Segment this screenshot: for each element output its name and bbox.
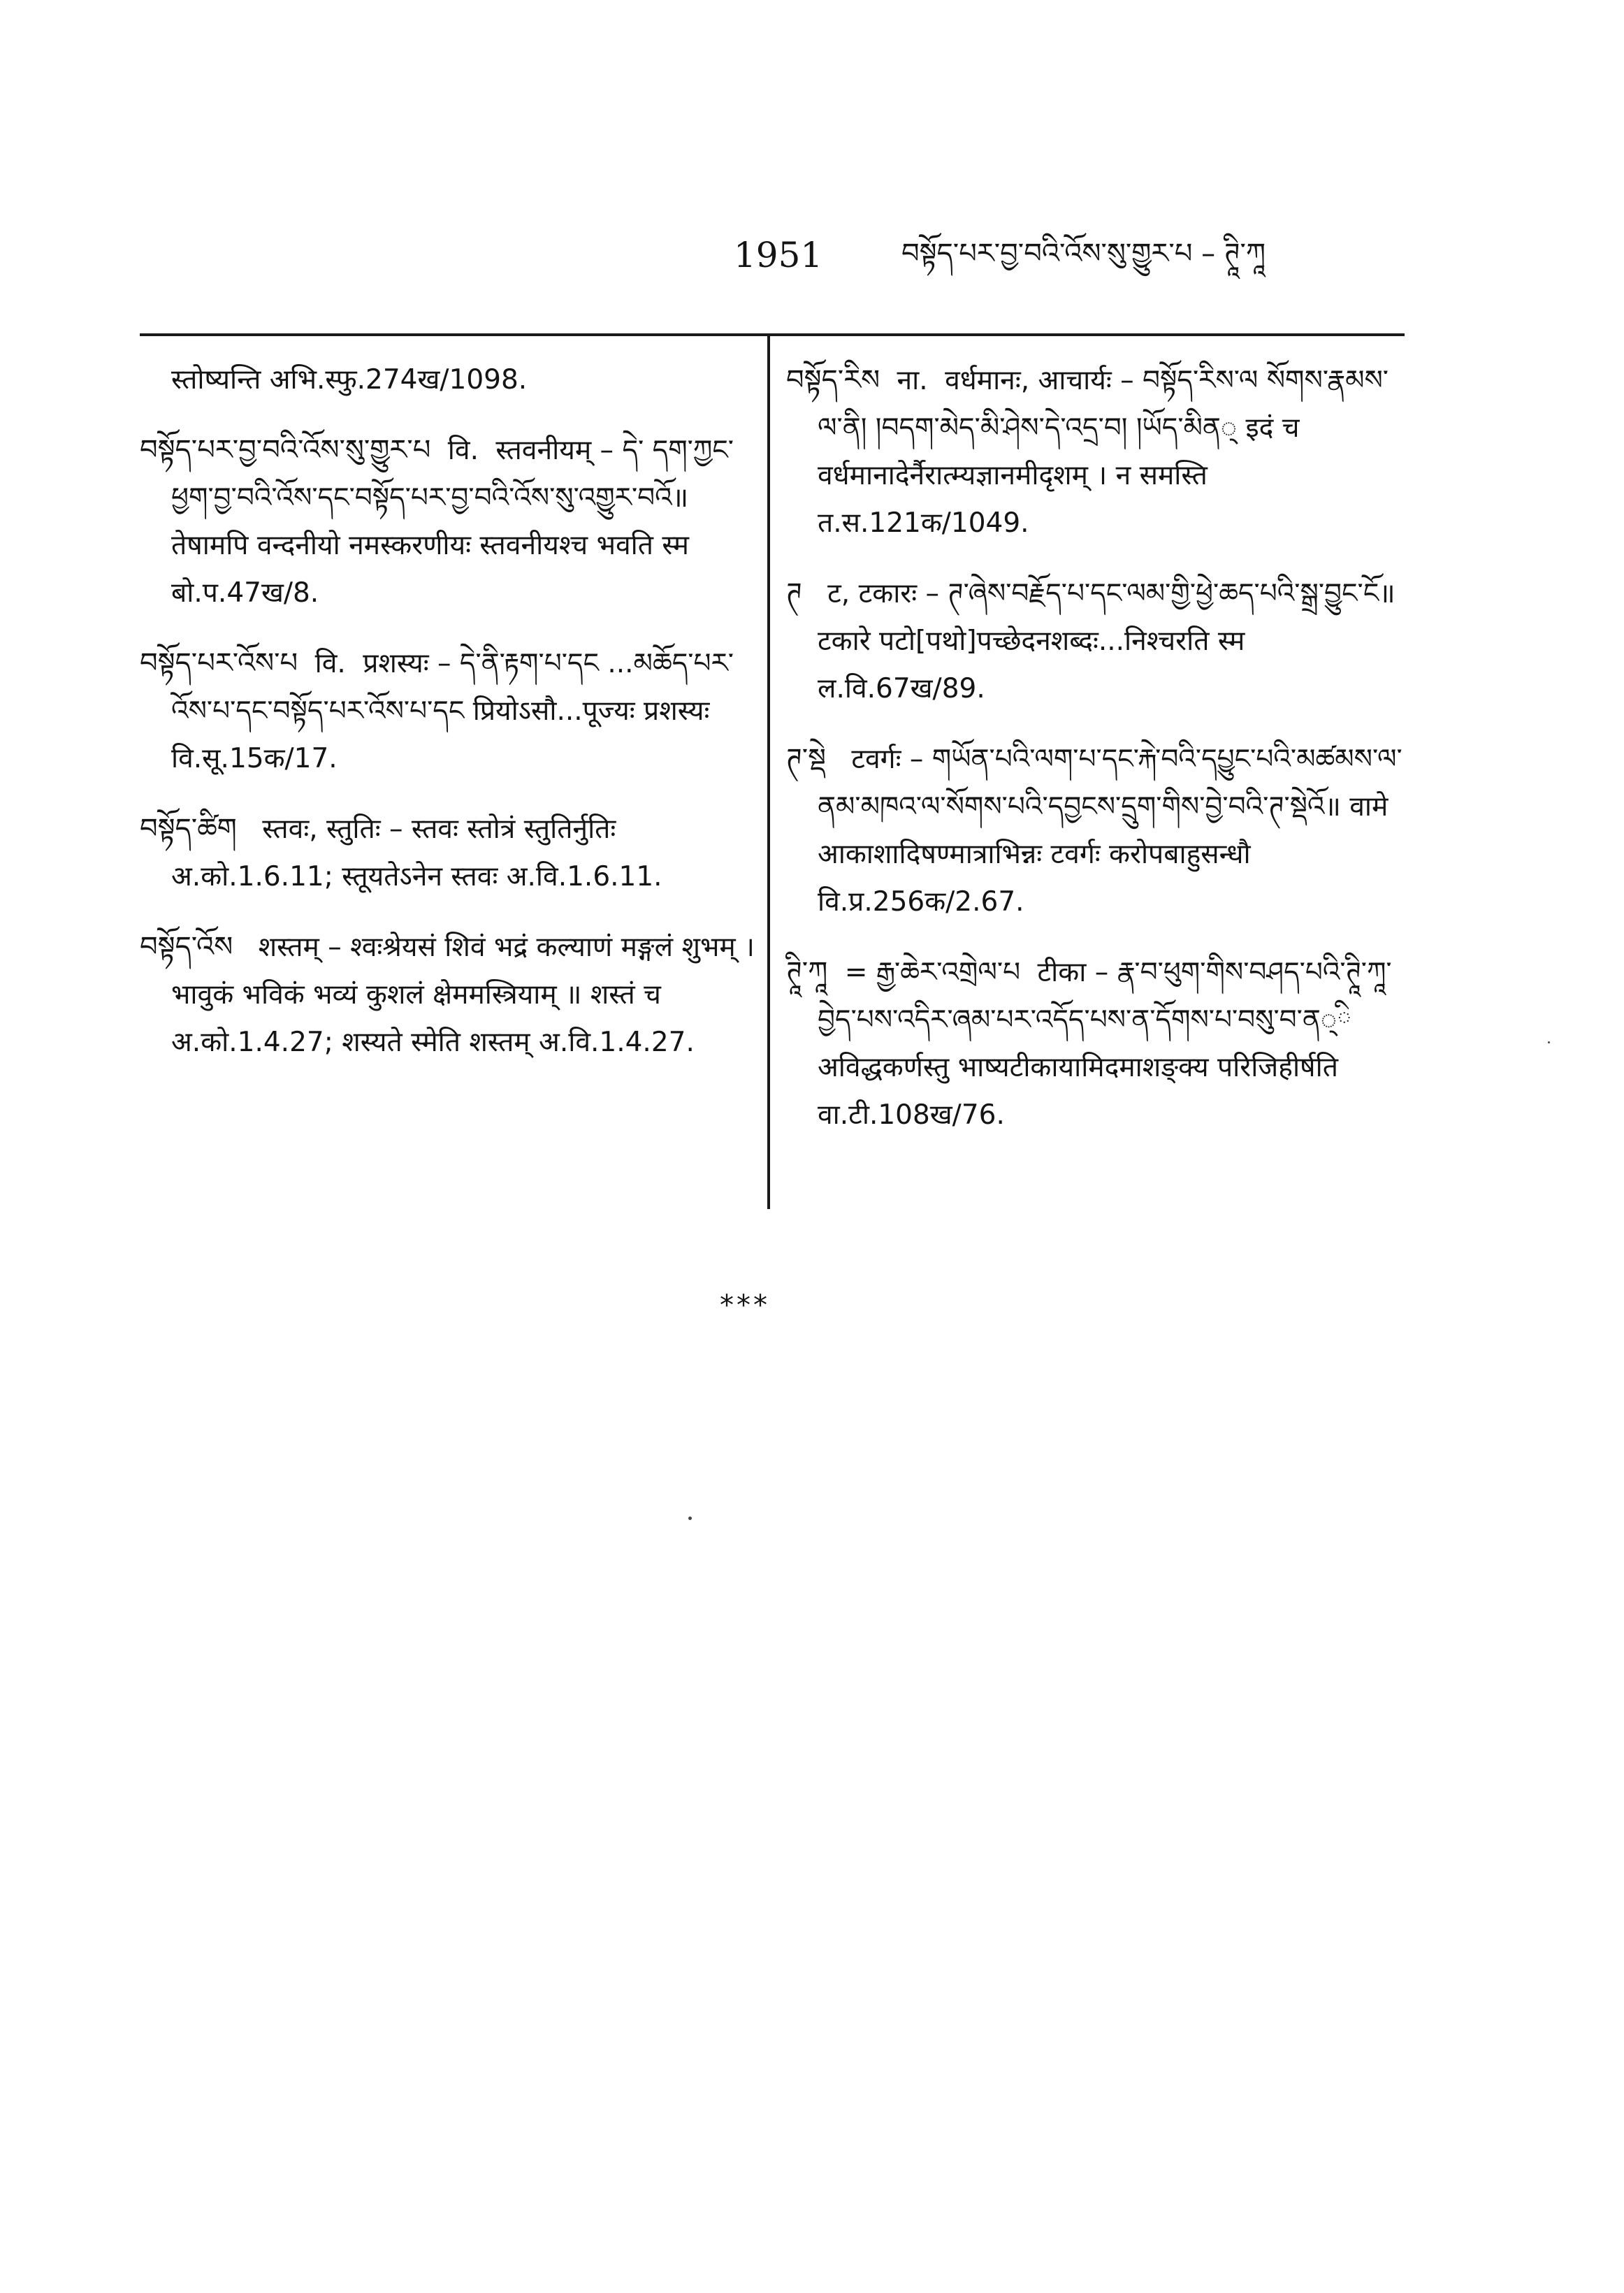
stray-mark: [1548, 1041, 1550, 1043]
top-rule: [140, 333, 1405, 336]
entry-headword: བསྟོད་རིས: [786, 364, 880, 396]
entry-headword: ཊཱི་ཀཱ: [786, 956, 828, 988]
dictionary-entry: [786, 356, 1405, 547]
entry-body: टीका – རྣ་བ་ཕུག་གིས་བཤད་པའི་ཊཱི་ཀཱ་བྱེད་པས་འདིར་ཞམ་པར་འདོད་པས་ན་དོགས་པ་བསུ་བ་ན्ི अविद्धकर्णस्तु भाष्यटीकायामिदमाशङ्क्य परिजिहीर्षति वा.टी.108ख/76.: [818, 957, 1392, 1131]
entry-headword: བསྟོད་པར་བྱ་བའི་འོས་སུ་གྱུར་པ: [140, 434, 431, 466]
entry-grammar: ना.: [897, 365, 928, 396]
entry-headword: བསྟོད་ཚིག: [140, 813, 237, 845]
dictionary-entry: [140, 923, 755, 1066]
entry-body: स्तवनीयम् – དེ་ དག་ཀྱང་ཕྱག་བྱ་བའི་འོས་དང་བསྟོད་པར་བྱ་བའི་འོས་སུ་འགྱུར་བའོ॥ तेषामपि वन्दनीयो नमस्करणीयः स्तवनीयश्च भवति स्म बो.प.47ख/8.: [171, 435, 734, 609]
entry-headword: ཊ: [786, 577, 802, 609]
dictionary-entry: [786, 735, 1405, 926]
entry-body: टवर्गः – གཡོན་པའི་ལག་པ་དང་རྐེ་བའི་དཔྱུང་པའི་མཚམས་ལ་ནམ་མཁའ་ལ་སོགས་པའི་དབྱངས་དྲུག་གིས་བྱེ་བའི་ཊ་སྡེའོ॥ वामे आकाशादिषण्मात्राभिन्नः टवर्गः करोपबाहुसन्धौ वि.प्र.256क/2.67.: [818, 744, 1402, 918]
entry-grammar: वि.: [447, 435, 479, 466]
entry-body: शस्तम् – श्वःश्रेयसं शिवं भद्रं कल्याणं मङ्गलं शुभम् । भावुकं भविकं भव्यं कुशलं क्षेममस्त्रियाम् ॥ शस्तं च अ.को.1.4.27; शस्यते स्मेति शस्तम् अ.वि.1.4.27.: [171, 932, 755, 1058]
entry-grammar: वि.: [314, 648, 346, 679]
running-head: བསྟོད་པར་བྱ་བའི་འོས་སུ་གྱུར་པ – ཊཱི་ཀཱ: [901, 238, 1266, 270]
stray-mark: [688, 1517, 692, 1520]
dictionary-entry: [786, 570, 1405, 713]
dictionary-entry: [140, 805, 755, 901]
entry-body: वर्धमानः, आचार्यः – བསྟོད་རིས་ལ སོགས་རྣམས་ལ་ནི། །བདག་མེད་མི་ཤེས་དེ་འདྲ་བ། །ཡོད་མིན् इदं च वर्धमानादेर्नैरात्म्यज्ञानमीदृशम् । न समस्ति त.स.121क/1049.: [818, 365, 1389, 539]
entry-headword: ཊ་སྡེ: [786, 743, 826, 775]
dictionary-entry: [140, 639, 755, 783]
dictionary-entry: [786, 948, 1405, 1139]
entry-headword: བསྟོད་པར་འོས་པ: [140, 647, 298, 679]
right-column: [786, 356, 1405, 1162]
asterism: ***: [720, 1289, 770, 1322]
left-column: [140, 356, 755, 1089]
page-number: 1951: [734, 235, 823, 275]
entry-body: प्रशस्यः – དེ་ནི་རྟག་པ་དང ...མཆོད་པར་འོས་པ་དང་བསྟོད་པར་འོས་པ་དང प्रियोऽसौ...पूज्यः प्रशस्यः वि.सू.15क/17.: [171, 648, 734, 774]
entry-body: ट, टकारः – ཊ་ཞེས་བརྗོད་པ་དང་ལམ་གྱི་ཕྱེ་ཆད་པའི་སྒྲ་བྱུང་ངོ॥ टकारे पटो[पथो]पच्छेदनशब्दः...निश्चरति स्म ल.वि.67ख/89.: [818, 578, 1395, 704]
column-divider: [767, 335, 770, 1209]
continuation-text: स्तोष्यन्ति अभि.स्फु.274ख/1098.: [171, 364, 528, 396]
entry-body: स्तवः, स्तुतिः – स्तवः स्तोत्रं स्तुतिर्नुतिः अ.को.1.6.11; स्तूयतेऽनेन स्तवः अ.वि.1.6.11.: [171, 813, 662, 892]
entry-headword: བསྟོད་འོས: [140, 931, 233, 963]
entry-grammar: = རྒྱ་ཆེར་འགྲེལ་པ: [844, 957, 1021, 988]
dictionary-entry: [140, 426, 755, 617]
